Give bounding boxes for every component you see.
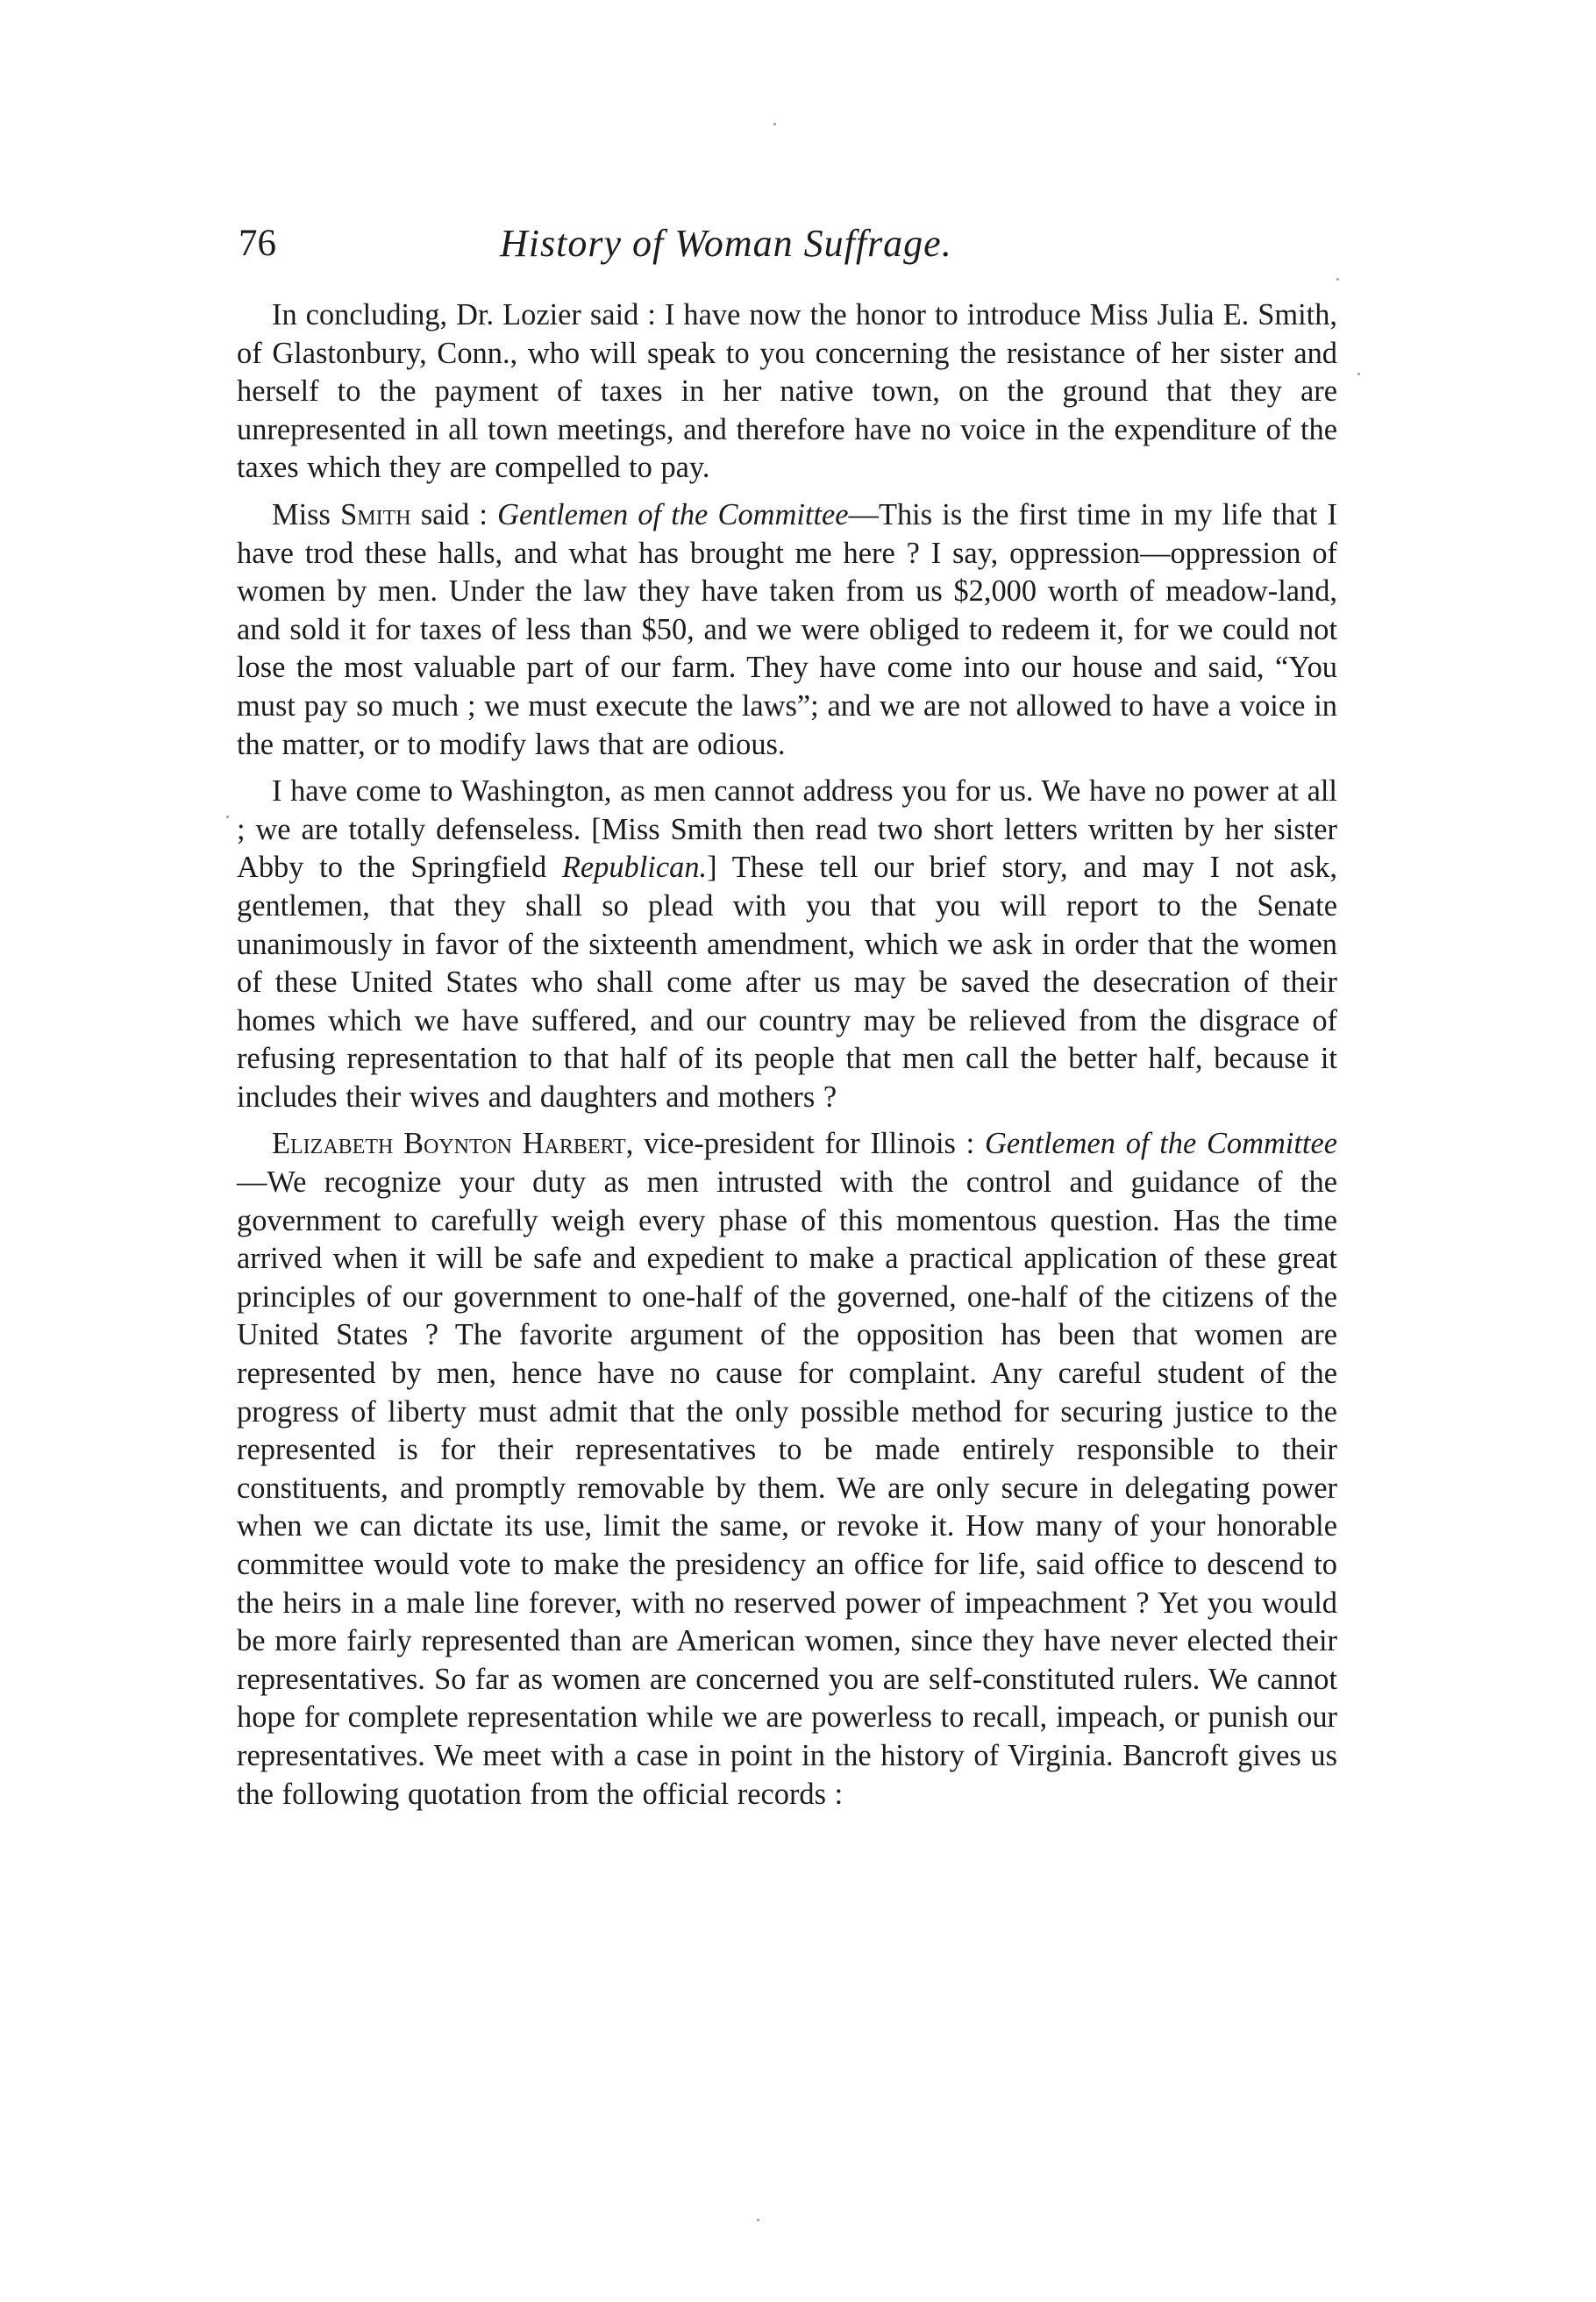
speaker-said: said :: [410, 497, 498, 531]
speaker-name: Smith: [340, 497, 411, 531]
speech-address: Gentlemen of the Committee: [497, 497, 849, 531]
paragraph-text: In concluding, Dr. Lozier said : I have now the honor to introduce Miss Julia E. Smith, of Glastonbury, Conn., who will speak to you concerning the resistance of her sister and herself to the payment of taxes in her native town, on the ground that they are unrepresented in all town meetings, and therefore have no voice in the expenditure of the taxes which they are compelled to pay.: [237, 298, 1337, 485]
body-text: [237, 296, 1337, 1822]
paragraph-harbert-speech: [237, 1125, 1337, 1814]
running-title: History of Woman Suffrage.: [500, 222, 952, 265]
paper-speck: [757, 2219, 759, 2221]
paragraph-smith-continued: [237, 773, 1337, 1116]
speaker-role: , vice-president for Illinois :: [625, 1127, 985, 1161]
paper-speck: [1336, 278, 1339, 281]
speaker-name: Elizabeth Boynton Harbert: [272, 1127, 626, 1161]
paragraph-text-continued: ] These tell our brief story, and may I not ask, gentlemen, that they shall so plead with you that you will report to the Senate unanimously in favor of the sixteenth amendment, which we ask in order that the women of these United States who shall come after us may be saved the desecration of their homes which we have suffered, and our country may be relieved from the disgrace of refusing representation to that half of its people that men call the better half, because it includes their wives and daughters and mothers ?: [237, 851, 1337, 1114]
newspaper-title: Republican.: [561, 851, 708, 885]
paper-speck: [773, 123, 776, 125]
page-header: [237, 217, 1337, 270]
paper-speck: [1357, 373, 1360, 375]
paragraph-text: —This is the first time in my life that I have trod these halls, and what has brought me here ? I say, oppression—oppression of women by men. Under the law they have taken from us $2,000 worth of meadow-land, and sold it for taxes of less than $50, and we were obliged to redeem it, for we could not lose the most valuable part of our farm. They have come into our house and said, “You must pay so much ; we must execute the laws”; and we are not allowed to have a voice in the matter, or to modify laws that are odious.: [237, 497, 1338, 761]
page-number: 76: [239, 223, 276, 264]
paragraph-smith-speech: [237, 496, 1337, 764]
speaker-prefix: Miss: [272, 497, 341, 531]
paragraph-text: I have come to Washington, as men cannot address you for us. We have no power at all ; we are totally defenseless. [Miss Smith then read two short letters written by her sister Abby to the Springfield: [237, 774, 1337, 885]
speech-address: Gentlemen of the Committee: [985, 1127, 1337, 1161]
paper-speck: [226, 816, 229, 818]
paragraph-lozier-introduction: [237, 296, 1337, 488]
paragraph-text: —We recognize your duty as men intrusted with the control and guidance of the government to carefully weigh every phase of this momentous question. Has the time arrived when it will be safe and expedient to make a practical application of these great principles of our government to one-half of the governed, one-half of the citizens of the United States ? The favorite argument of the opposition has been that women are represented by men, hence have no cause for complaint. Any careful student of the progress of liberty must admit that the only possible method for securing justice to the represented is for their representatives to be made entirely responsible to their constituents, and promptly removable by them. We are only secure in delegating power when we can dictate its use, limit the same, or revoke it. How many of your honorable committee would vote to make the presidency an office for life, said office to descend to the heirs in a male line forever, with no reserved power of impeachment ? Yet you would be more fairly represented than are American women, since they have never elected their representatives. So far as women are concerned you are self-constituted rulers. We cannot hope for complete representation while we are powerless to recall, impeach, or punish our representatives. We meet with a case in point in the history of Virginia. Bancroft gives us the following quotation from the official records :: [237, 1165, 1337, 1811]
